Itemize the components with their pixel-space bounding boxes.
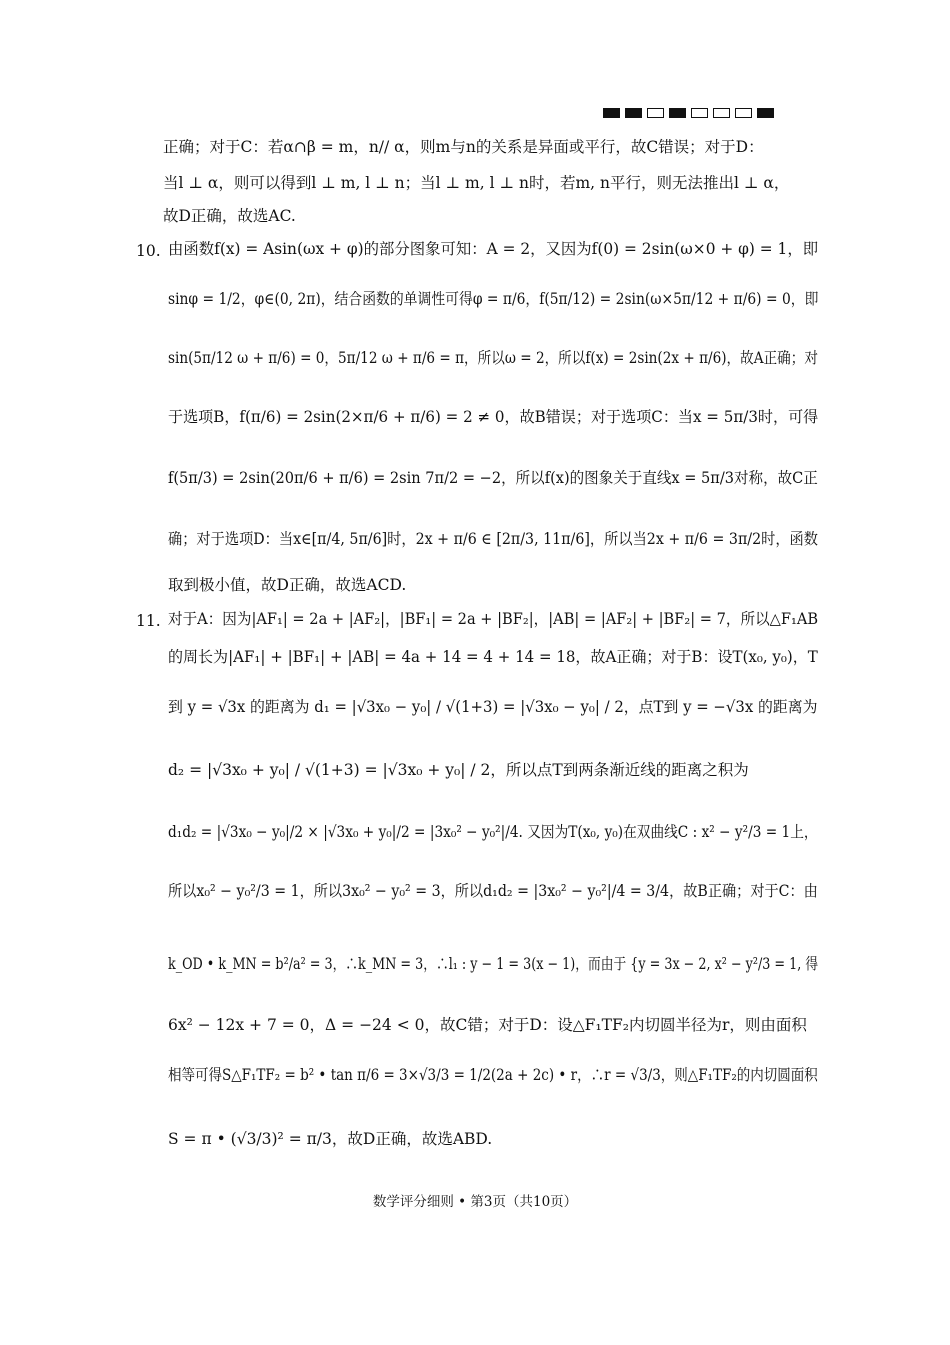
page-footer: 数学评分细则 • 第3页（共10页） (372, 1194, 578, 1210)
q11-line-2: 的周长为|AF₁| + |BF₁| + |AB| = 4a + 14 = 4 + 14 = 18，故A正确；对于B：设T(x₀, y₀)，T (168, 648, 818, 666)
q11-line-4: d₂ = |√3x₀ + y₀| / √(1+3) = |√3x₀ + y₀| / 2，所以点T到两条渐近线的距离之积为 (168, 761, 749, 779)
q9-line-1: 正确；对于C：若α∩β = m，n// α，则m与n的关系是异面或平行，故C错误；对于D： (163, 138, 764, 156)
q11-line-7: k_OD • k_MN = b²/a² = 3，∴k_MN = 3，∴l₁ : y − 1 = 3(x − 1)，而由于 {y = 3x − 2, x² − y²/3 = 1, 得 (168, 955, 819, 973)
q10-line-5: f(5π/3) = 2sin(20π/6 + π/6) = 2sin 7π/2 = −2，所以f(x)的图象关于直线x = 5π/3对称，故C正 (168, 469, 818, 487)
q10-line-6: 确；对于选项D：当x∈[π/4, 5π/6]时，2x + π/6 ∈ [2π/3, 11π/6]，所以当2x + π/6 = 3π/2时，函数 (168, 530, 818, 548)
header-mark (669, 108, 686, 118)
q10-line-2: sinφ = 1/2，φ∈(0, 2π)，结合函数的单调性可得φ = π/6，f(5π/12) = 2sin(ω×5π/12 + π/6) = 0，即 (168, 290, 819, 308)
header-mark (735, 108, 752, 118)
header-marks (603, 108, 774, 118)
header-mark (757, 108, 774, 118)
q10-line-1: 由函数f(x) = Asin(ωx + φ)的部分图象可知：A = 2，又因为f(0) = 2sin(ω×0 + φ) = 1，即 (168, 240, 819, 258)
q11-line-1: 对于A：因为|AF₁| = 2a + |AF₂|，|BF₁| = 2a + |BF₂|，|AB| = |AF₂| + |BF₂| = 7，所以△F₁AB (168, 610, 819, 628)
q11-line-9: 相等可得S△F₁TF₂ = b² • tan π/6 = 3×√3/3 = 1/2(2a + 2c) • r，∴r = √3/3，则△F₁TF₂的内切圆面积 (168, 1066, 818, 1084)
header-mark (603, 108, 620, 118)
header-mark (647, 108, 664, 118)
q10-line-4: 于选项B，f(π/6) = 2sin(2×π/6 + π/6) = 2 ≠ 0，故B错误；对于选项C：当x = 5π/3时，可得 (168, 408, 819, 426)
q11-line-3: 到 y = √3x 的距离为 d₁ = |√3x₀ − y₀| / √(1+3) = |√3x₀ − y₀| / 2，点T到 y = −√3x 的距离为 (168, 698, 818, 716)
q11-line-10: S = π • (√3/3)² = π/3，故D正确，故选ABD. (168, 1130, 493, 1148)
q11-line-8: 6x² − 12x + 7 = 0，Δ = −24 < 0，故C错；对于D：设△F₁TF₂内切圆半径为r，则由面积 (168, 1016, 807, 1034)
q10-line-7: 取到极小值，故D正确，故选ACD. (168, 576, 407, 594)
q11-line-5: d₁d₂ = |√3x₀ − y₀|/2 × |√3x₀ + y₀|/2 = |3x₀² − y₀²|/4. 又因为T(x₀, y₀)在双曲线C : x² − y²/3 = 1上， (168, 823, 818, 841)
header-mark (691, 108, 708, 118)
header-mark (713, 108, 730, 118)
q9-line-3: 故D正确，故选AC. (163, 207, 296, 225)
q9-line-2: 当l ⊥ α，则可以得到l ⊥ m, l ⊥ n；当l ⊥ m, l ⊥ n时，若m, n平行，则无法推出l ⊥ α， (163, 174, 790, 192)
header-mark (625, 108, 642, 118)
q10-line-3: sin(5π/12 ω + π/6) = 0，5π/12 ω + π/6 = π，所以ω = 2，所以f(x) = 2sin(2x + π/6)，故A正确；对 (168, 349, 818, 367)
question-number-11: 11. (136, 612, 161, 630)
question-number-10: 10. (136, 242, 161, 260)
q11-line-6: 所以x₀² − y₀²/3 = 1，所以3x₀² − y₀² = 3，所以d₁d₂ = |3x₀² − y₀²|/4 = 3/4，故B正确；对于C：由 (168, 882, 818, 900)
